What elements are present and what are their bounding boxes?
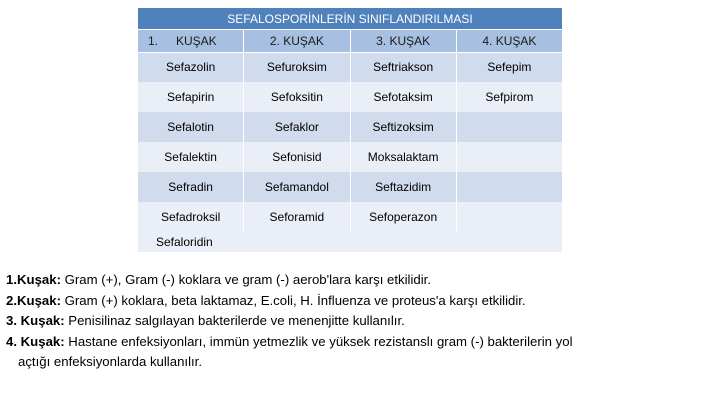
table-cell: Sefaloridin (138, 232, 563, 252)
table-cell (456, 112, 562, 142)
table-cell: Seftazidim (350, 172, 456, 202)
table-cell: Sefuroksim (244, 52, 350, 82)
header-gen1-label: KUŞAK (176, 33, 217, 48)
note-continuation: açtığı enfeksiyonlarda kullanılır. (18, 354, 202, 369)
header-gen2: 2. KUŞAK (244, 30, 350, 52)
note-lead: 3. Kuşak: (6, 313, 65, 328)
table-cell: Seftriakson (350, 52, 456, 82)
note-lead: 2.Kuşak: (6, 292, 61, 308)
note-lead: 1.Kuşak: (6, 272, 61, 287)
table-cell: Sefalektin (138, 142, 244, 172)
table-cell: Seftizoksim (350, 112, 456, 142)
note-text: Penisilinaz salgılayan bakterilerde ve menenjitte kullanılır. (64, 313, 405, 328)
table-cell: Sefradin (138, 172, 244, 202)
table-cell: Sefamandol (244, 172, 350, 202)
table-cell (456, 172, 562, 202)
header-gen1-number: 1. (148, 33, 159, 48)
note-line (6, 270, 718, 291)
note-text: Hastane enfeksiyonları, immün yetmezlik ve yüksek rezistanslı gram (-) bakterilerin yol (64, 333, 573, 349)
table-row (138, 172, 563, 202)
table-row (138, 82, 563, 112)
table-cell: Sefadroksil (138, 202, 244, 232)
table-cell: Sefoperazon (350, 202, 456, 232)
cephalosporin-table (137, 7, 563, 252)
table-cell: Sefoksitin (244, 82, 350, 112)
header-gen4: 4. KUŞAK (456, 30, 562, 52)
table-cell: Seforamid (244, 202, 350, 232)
table-cell: Sefotaksim (350, 82, 456, 112)
table-row (138, 232, 563, 252)
header-gen1 (138, 30, 244, 52)
note-text: Gram (+) koklara, beta laktamaz, E.coli, H. İnfluenza ve proteus'a karşı etkilidir. (60, 292, 526, 308)
table-cell: Sefpirom (456, 82, 562, 112)
table-cell (456, 202, 562, 232)
note-text: Gram (+), Gram (-) koklara ve gram (-) aerob'lara karşı etkilidir. (60, 272, 431, 287)
classification-grid (137, 30, 563, 252)
note-line (6, 311, 718, 332)
note-line (6, 291, 718, 312)
header-row (138, 30, 563, 52)
table-cell: Sefepim (456, 52, 562, 82)
table-row (138, 52, 563, 82)
note-lead: 4. Kuşak: (6, 333, 65, 349)
table-cell: Sefalotin (138, 112, 244, 142)
table-row (138, 112, 563, 142)
table-row (138, 142, 563, 172)
table-cell: Sefonisid (244, 142, 350, 172)
table-cell: Sefazolin (138, 52, 244, 82)
table-cell: Sefapirin (138, 82, 244, 112)
table-title: SEFALOSPORİNLERİN SINIFLANDIRILMASI (137, 7, 563, 30)
header-gen3: 3. KUŞAK (350, 30, 456, 52)
generation-notes (6, 270, 718, 373)
table-cell: Sefaklor (244, 112, 350, 142)
table-row (138, 202, 563, 232)
note-line (6, 332, 718, 353)
table-cell: Moksalaktam (350, 142, 456, 172)
table-cell (456, 142, 562, 172)
